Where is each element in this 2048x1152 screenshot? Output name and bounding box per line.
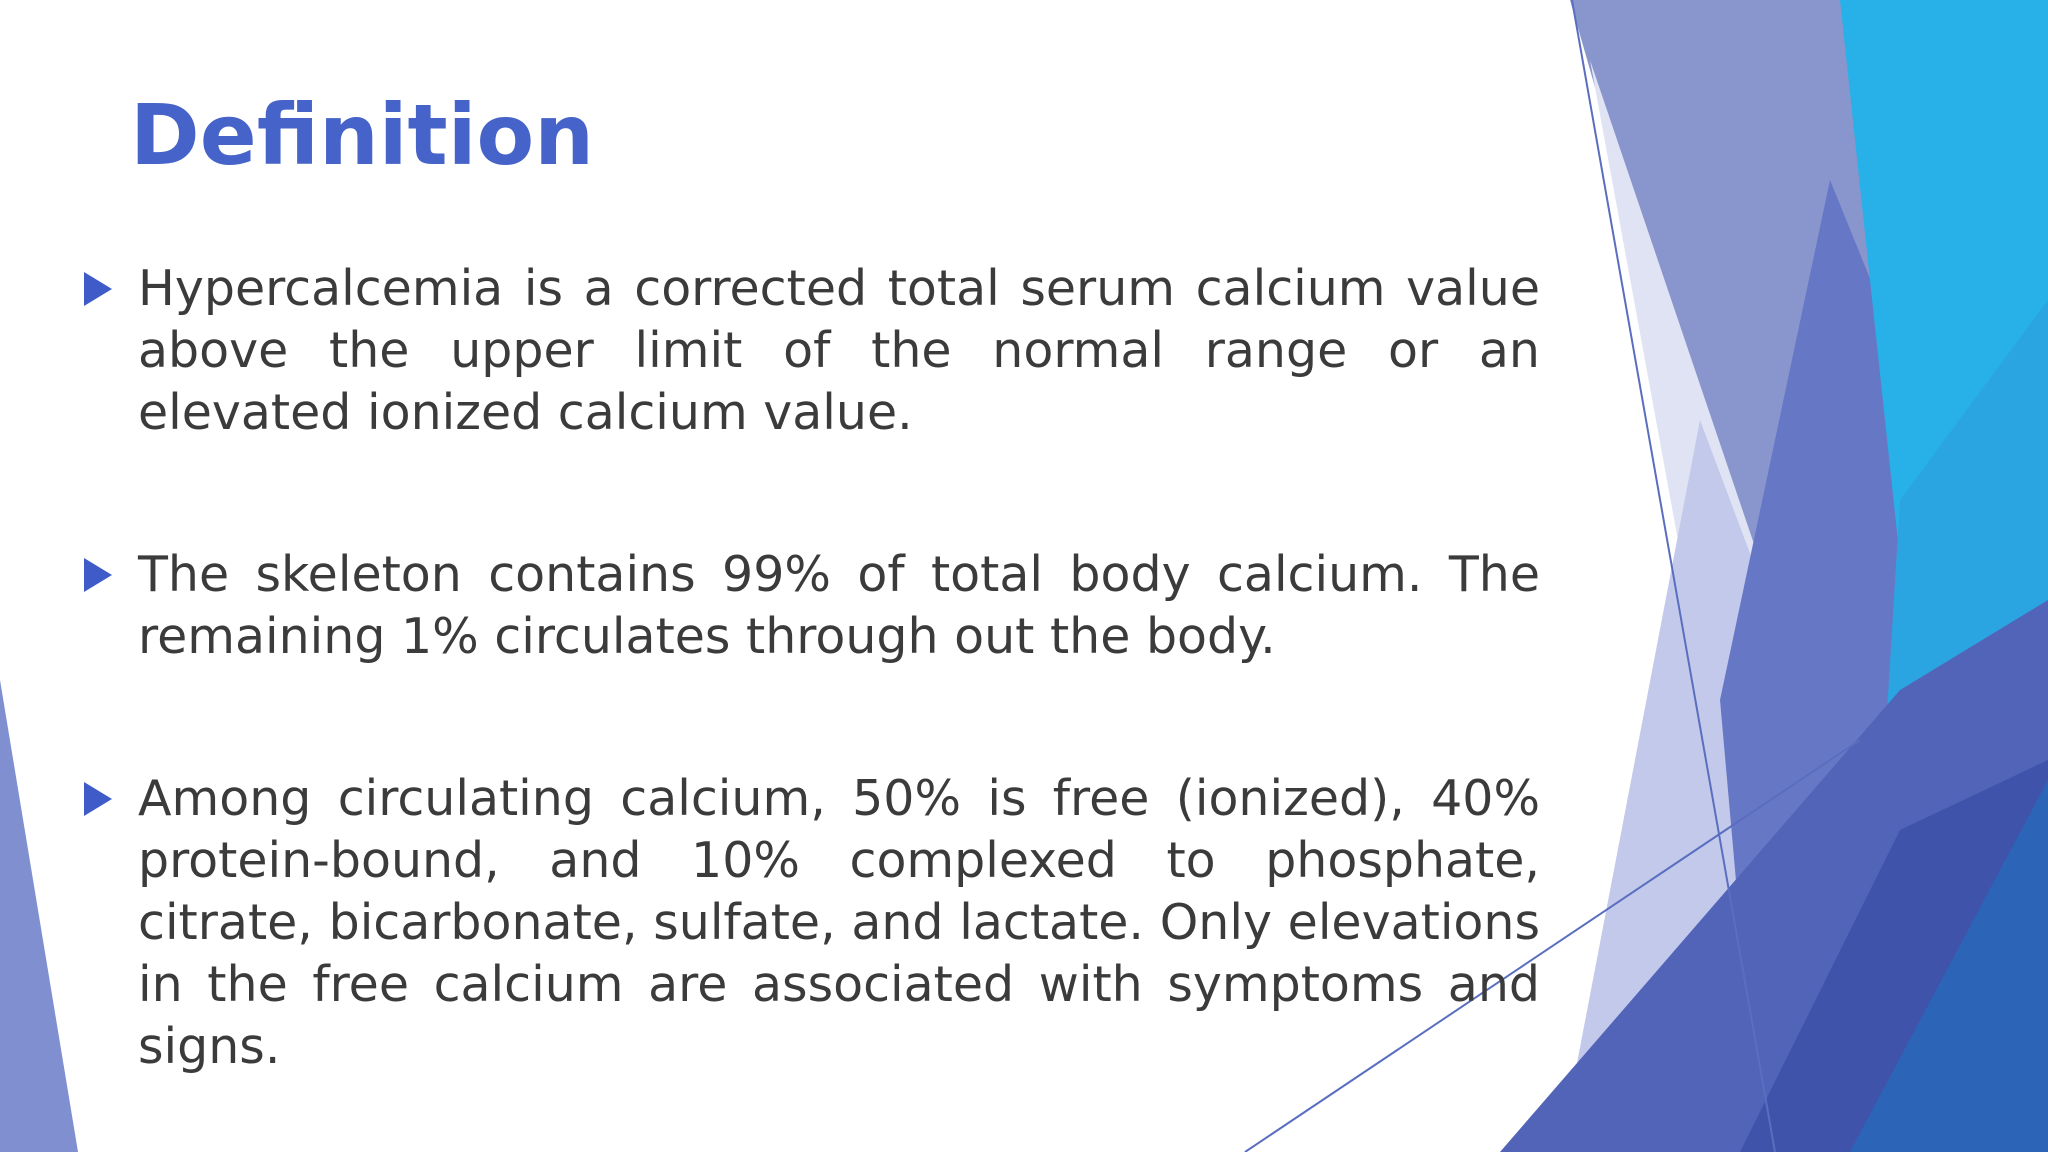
left-accent-shape [0, 680, 78, 1152]
triangle-bullet-icon [84, 558, 112, 592]
bullet-item [80, 258, 1540, 444]
bullet-item [80, 768, 1540, 1078]
bullet-text: The skeleton contains 99% of total body calcium. The remaining 1% circulates through out the body. [138, 546, 1540, 665]
bullet-text: Hypercalcemia is a corrected total serum calcium value above the upper limit of the normal range or an elevated ionized calcium value. [138, 260, 1540, 441]
slide-title: Definition [130, 86, 595, 184]
triangle-bullet-icon [84, 272, 112, 306]
bullet-text: Among circulating calcium, 50% is free (ionized), 40% protein-bound, and 10% complexed to phosphate, citrate, bicarbonate, sulfate, and lactate. Only elevations in the free calcium are associated with symptoms and signs. [138, 770, 1540, 1075]
bullet-list [80, 258, 1540, 1078]
bullet-item [80, 544, 1540, 668]
triangle-bullet-icon [84, 782, 112, 816]
